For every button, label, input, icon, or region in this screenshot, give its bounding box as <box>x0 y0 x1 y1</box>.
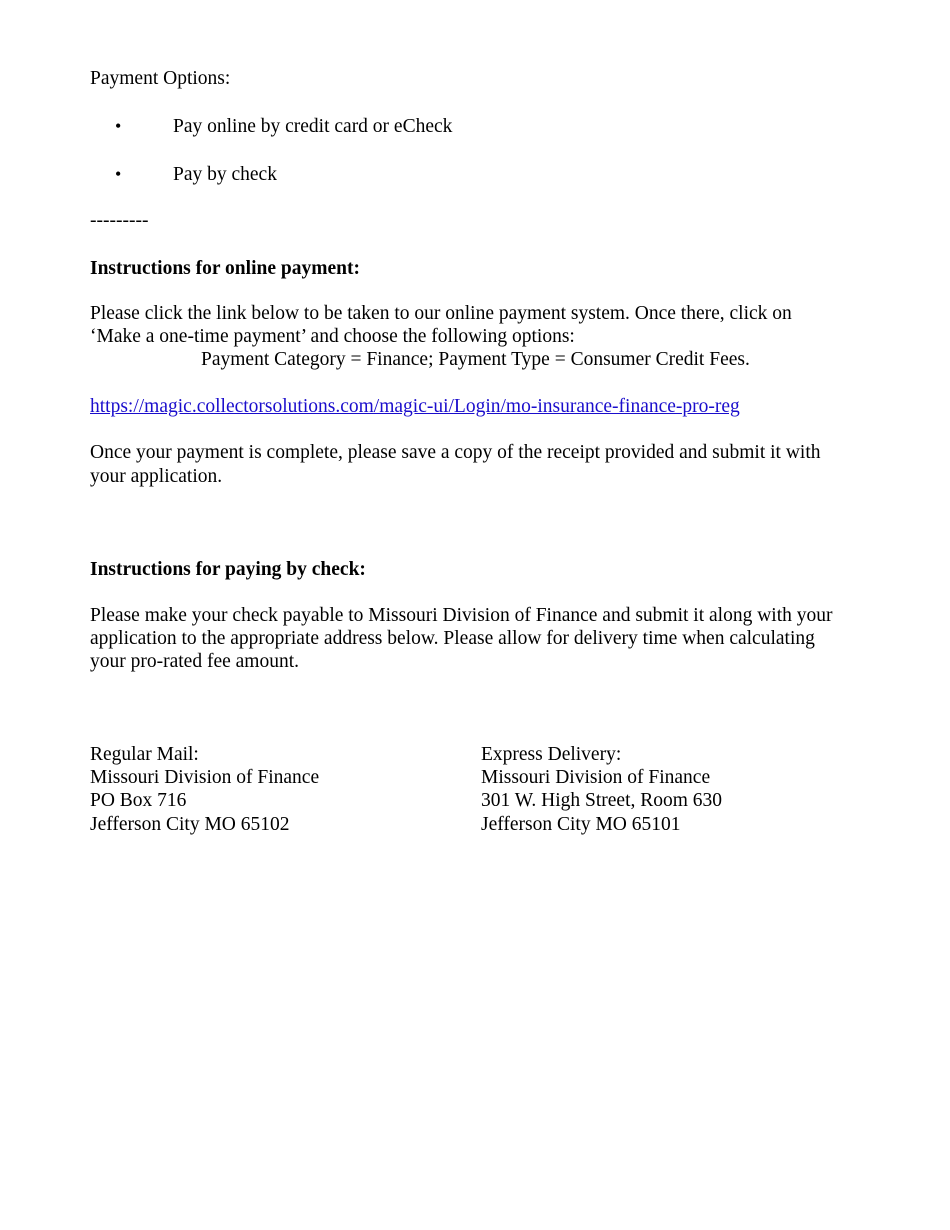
check-instructions-line-2: application to the appropriate address below. Please allow for delivery time when calculating <box>90 628 815 649</box>
receipt-instructions-line-2: your application. <box>90 466 223 487</box>
separator: --------- <box>90 210 149 231</box>
express-delivery-line-2: 301 W. High Street, Room 630 <box>481 790 723 811</box>
express-delivery-label: Express Delivery: <box>481 744 622 765</box>
express-delivery-line-1: Missouri Division of Finance <box>481 767 711 788</box>
check-instructions-line-1: Please make your check payable to Missouri Division of Finance and submit it along with your <box>90 605 833 626</box>
option-pay-check: Pay by check <box>173 164 277 185</box>
check-payment-heading: Instructions for paying by check: <box>90 559 366 580</box>
payment-system-link[interactable]: https://magic.collectorsolutions.com/magic-ui/Login/mo-insurance-finance-pro-reg <box>90 396 740 417</box>
online-instructions-line-2: ‘Make a one-time payment’ and choose the following options: <box>90 326 575 347</box>
payment-options-heading: Payment Options: <box>90 68 231 89</box>
receipt-instructions-line-1: Once your payment is complete, please save a copy of the receipt provided and submit it with <box>90 442 821 463</box>
online-payment-heading: Instructions for online payment: <box>90 258 360 279</box>
regular-mail-line-3: Jefferson City MO 65102 <box>90 814 290 835</box>
bullet-icon: • <box>115 164 122 184</box>
check-instructions-line-3: your pro-rated fee amount. <box>90 651 299 672</box>
express-delivery-line-3: Jefferson City MO 65101 <box>481 814 681 835</box>
option-pay-online: Pay online by credit card or eCheck <box>173 116 453 137</box>
regular-mail-line-2: PO Box 716 <box>90 790 187 811</box>
bullet-icon: • <box>115 116 122 136</box>
regular-mail-line-1: Missouri Division of Finance <box>90 767 320 788</box>
regular-mail-label: Regular Mail: <box>90 744 199 765</box>
online-instructions-line-1: Please click the link below to be taken to our online payment system. Once there, click on <box>90 303 792 324</box>
payment-options-selection: Payment Category = Finance; Payment Type = Consumer Credit Fees. <box>201 349 750 370</box>
payment-link-container <box>90 395 740 418</box>
